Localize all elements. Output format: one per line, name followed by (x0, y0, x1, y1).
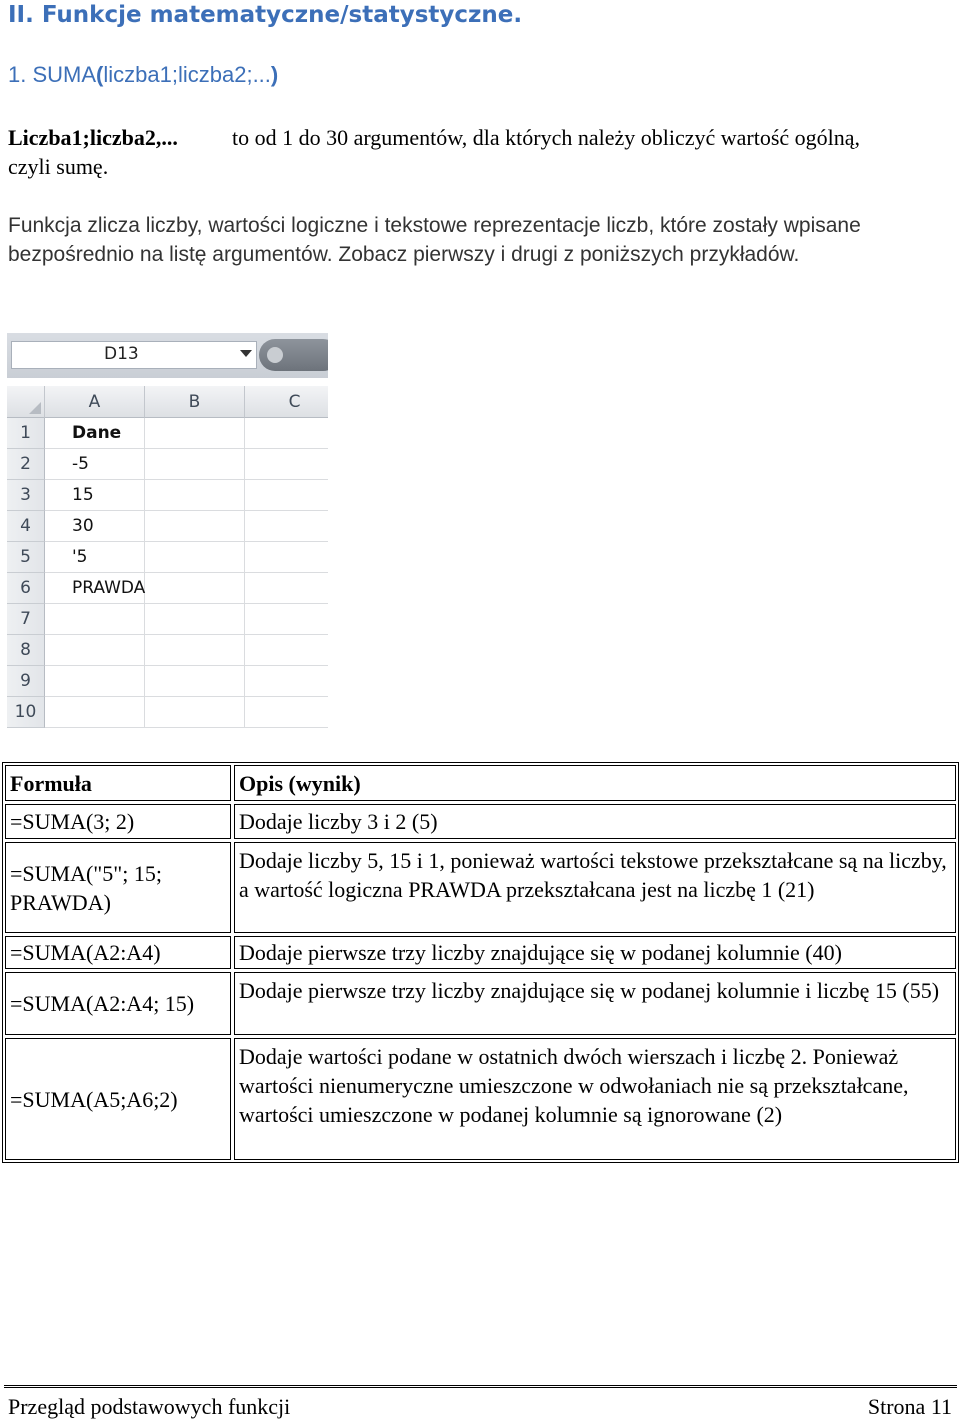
sheet-cell (145, 573, 245, 604)
table-row-formula: =SUMA(A2:A4) (5, 936, 231, 969)
row-header: 9 (7, 666, 45, 697)
spreadsheet-screenshot (7, 333, 328, 736)
sheet-cell (245, 418, 328, 449)
sheet-cell: PRAWDA (45, 573, 145, 604)
formula-bar (7, 333, 328, 378)
page-number: Strona 11 (867, 1394, 952, 1419)
sheet-cell: -5 (45, 449, 145, 480)
table-row-description: Dodaje liczby 5, 15 i 1, ponieważ wartości tekstowe przekształcane są na liczby, a wartość logiczna PRAWDA przekształcana jest na liczbę 1 (21) (234, 842, 956, 933)
section-heading: II. Funkcje matematyczne/statystyczne. (8, 2, 523, 28)
row-header: 3 (7, 480, 45, 511)
function-name: SUMA (32, 62, 97, 87)
sheet-cell (245, 449, 328, 480)
table-header-description: Opis (wynik) (234, 765, 956, 801)
sheet-cell (145, 635, 245, 666)
sheet-cell (45, 666, 145, 697)
column-header-b: B (145, 386, 245, 418)
sheet-cell (145, 542, 245, 573)
sheet-cell (245, 542, 328, 573)
table-header-formula: Formuła (5, 765, 231, 801)
sheet-cell: 30 (45, 511, 145, 542)
table-row-description: Dodaje liczby 3 i 2 (5) (234, 804, 956, 839)
sheet-cell (245, 697, 328, 728)
sheet-cell (145, 480, 245, 511)
sheet-cell (45, 697, 145, 728)
row-header: 5 (7, 542, 45, 573)
sheet-cell (245, 604, 328, 635)
row-header: 10 (7, 697, 45, 728)
select-all-corner (7, 386, 45, 418)
sheet-cell (145, 604, 245, 635)
name-box (11, 341, 257, 369)
sheet-cell (145, 666, 245, 697)
sheet-cell (245, 511, 328, 542)
footer-title: Przegląd podstawowych funkcji (8, 1394, 291, 1419)
table-row-formula: =SUMA(3; 2) (5, 804, 231, 839)
row-header: 8 (7, 635, 45, 666)
syntax-continuation: czyli sumę. (8, 154, 109, 179)
function-args: liczba1;liczba2;... (103, 62, 271, 87)
sheet-cell (145, 418, 245, 449)
sheet-cell (245, 635, 328, 666)
row-header: 6 (7, 573, 45, 604)
sheet-cell (245, 480, 328, 511)
column-header-a: A (45, 386, 145, 418)
sheet-cell: Dane (45, 418, 145, 449)
dropdown-arrow-icon (240, 350, 252, 357)
sheet-cell (145, 697, 245, 728)
function-number: 1. (8, 62, 27, 87)
row-header: 2 (7, 449, 45, 480)
table-row-formula: =SUMA(A5;A6;2) (5, 1038, 231, 1160)
column-header-c: C (245, 386, 328, 418)
row-header: 4 (7, 511, 45, 542)
name-box-value: D13 (104, 344, 139, 364)
sheet-cell (245, 573, 328, 604)
sheet-cell (145, 449, 245, 480)
sheet-cell (45, 635, 145, 666)
intro-paragraph: Funkcja zlicza liczby, wartości logiczne i tekstowe reprezentacje liczb, które zostały wpisane bezpośrednio na listę argumentów. Zobacz pierwszy i drugi z poniższych przykładów. (8, 214, 861, 266)
syntax-description: to od 1 do 30 argumentów, dla których należy obliczyć wartość ogólną, (232, 125, 861, 150)
sheet-cell: 15 (45, 480, 145, 511)
sheet-gap (7, 378, 328, 386)
table-row-description: Dodaje pierwsze trzy liczby znajdujące się w podanej kolumnie (40) (234, 936, 956, 969)
footer-divider (4, 1385, 957, 1391)
table-row-formula: =SUMA("5"; 15; PRAWDA) (5, 842, 231, 933)
row-header: 7 (7, 604, 45, 635)
sheet-cell (145, 511, 245, 542)
table-row-formula: =SUMA(A2:A4; 15) (5, 972, 231, 1035)
sheet-cell: '5 (45, 542, 145, 573)
row-header: 1 (7, 418, 45, 449)
examples-table (2, 762, 959, 1163)
function-heading (8, 62, 278, 88)
function-close-paren: ) (270, 62, 279, 87)
sheet-cell (245, 666, 328, 697)
formula-slider-icon (259, 339, 328, 371)
function-open-paren: ( (96, 62, 104, 87)
sheet-cell (45, 604, 145, 635)
table-row-description: Dodaje pierwsze trzy liczby znajdujące się w podanej kolumnie i liczbę 15 (55) (234, 972, 956, 1035)
table-row-description: Dodaje wartości podane w ostatnich dwóch wierszach i liczbę 2. Ponieważ wartości nienumeryczne umieszczone w odwołaniach nie są przekształcane, wartości umieszczone w podanej kolumnie są ignorowane (2) (234, 1038, 956, 1160)
syntax-term: Liczba1;liczba2,... (8, 125, 178, 150)
